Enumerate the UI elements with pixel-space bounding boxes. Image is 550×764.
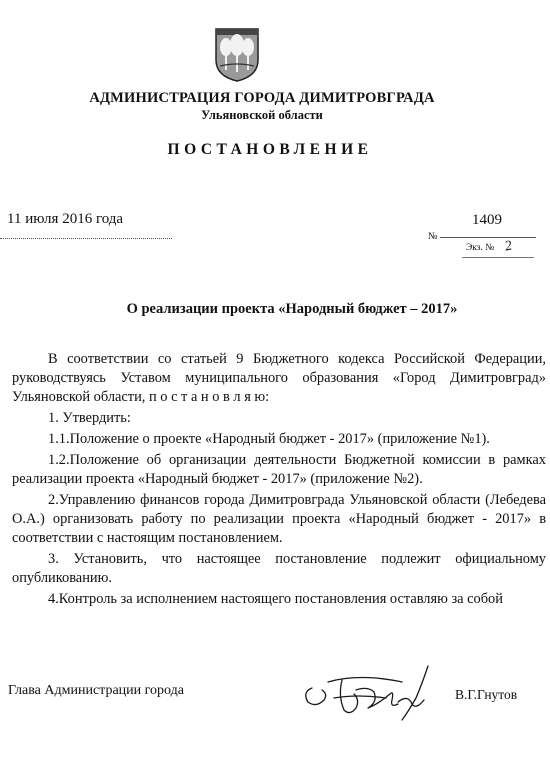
document-body [12, 350, 546, 609]
document-type-title: ПОСТАНОВЛЕНИЕ [167, 141, 373, 158]
item-2: 2.Управлению финансов города Димитровграда Ульяновской области (Лебедева О.А.) организовать работу по реализации проекта «Народный бюджет - 2017» в соответствии с настоящим постановлением. [12, 492, 546, 546]
document-date: 11 июля 2016 года [7, 211, 124, 227]
item-1-1: 1.1.Положение о проекте «Народный бюджет - 2017» (приложение №1). [48, 431, 490, 447]
copy-number: 2 [503, 238, 514, 255]
item-1-2: 1.2.Положение об организации деятельности Бюджетной комиссии в рамках реализации проекта «Народный бюджет - 2017» (приложение №2). [12, 452, 546, 487]
number-sign: № [428, 231, 438, 242]
document-subject: О реализации проекта «Народный бюджет – 2017» [126, 301, 458, 317]
number-underline [440, 237, 536, 238]
item-3: 3. Установить, что настоящее постановление подлежит официальному опубликованию. [12, 551, 546, 586]
city-coat-of-arms-icon [214, 26, 260, 82]
organization-name: АДМИНИСТРАЦИЯ ГОРОДА ДИМИТРОВГРАДА [89, 90, 435, 106]
handwritten-signature [298, 664, 448, 722]
preamble-paragraph: В соответствии со статьей 9 Бюджетного кодекса Российской Федерации, руководствуясь Уставом муниципального образования «Город Димитровград» Ульяновской области, п о с т а н о в л я ю: [12, 351, 546, 405]
copy-label: Экз. № [466, 243, 495, 253]
region-name: Ульяновской области [201, 108, 323, 122]
copy-underline [462, 257, 534, 258]
signatory-name: В.Г.Гнутов [455, 687, 518, 702]
signatory-position: Глава Администрации города [8, 683, 184, 698]
date-underline [0, 238, 172, 239]
document-number: 1409 [472, 212, 502, 228]
item-4: 4.Контроль за исполнением настоящего постановления оставляю за собой [48, 591, 503, 607]
item-1: 1. Утвердить: [48, 410, 131, 426]
